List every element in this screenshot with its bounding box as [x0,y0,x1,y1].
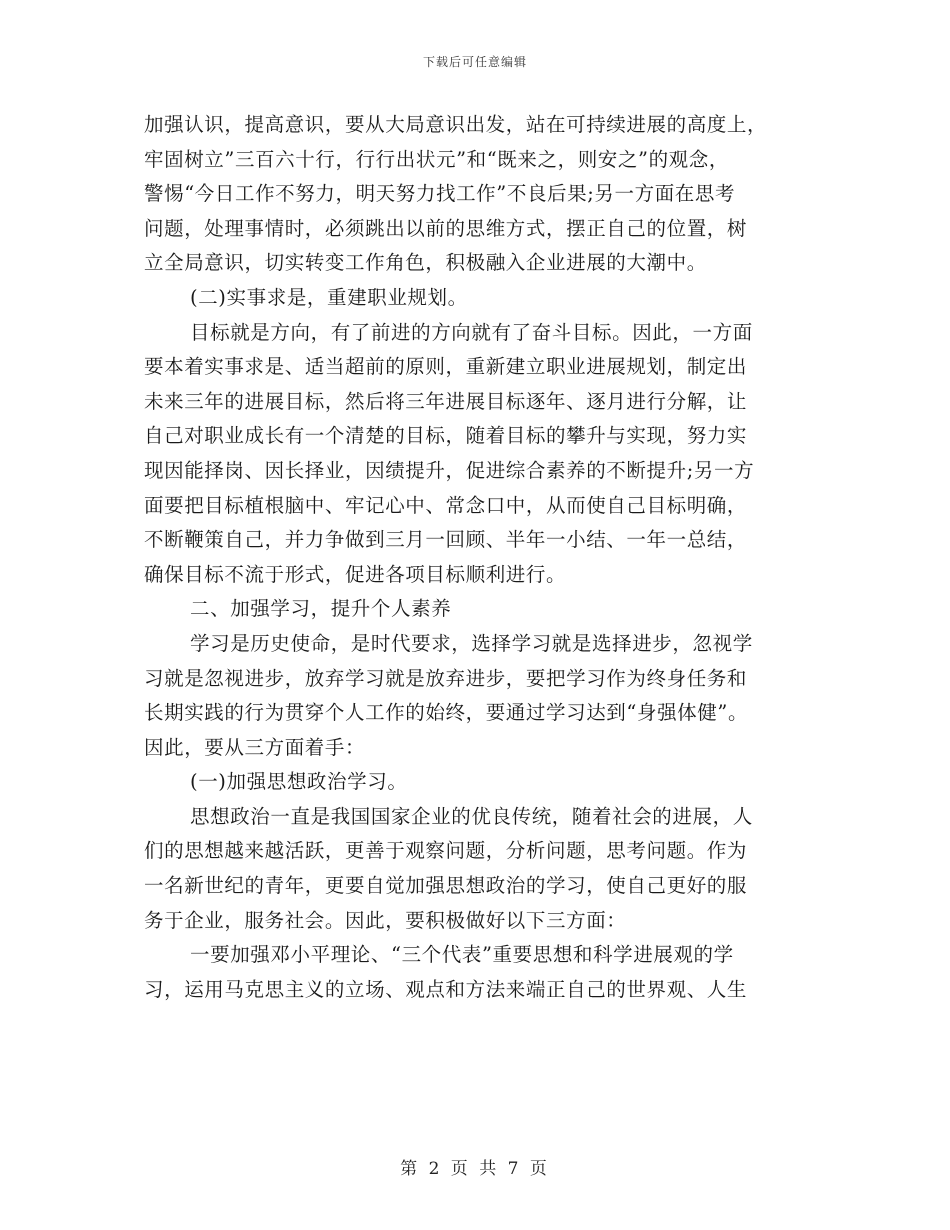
text-line: 不断鞭策自己，并力争做到三月一回顾、半年一小结、一年一总结， [144,528,748,552]
text-line: 习，运用马克思主义的立场、观点和方法来端正自己的世界观、人生 [144,977,748,1001]
document-body [144,108,814,1007]
text-line: 现因能择岗、因长择业，因绩提升，促进综合素养的不断提升;另一方 [144,458,755,482]
text-line: 未来三年的进展目标，然后将三年进展目标逐年、逐月进行分解，让 [144,389,748,413]
text-line: 思想政治一直是我国国家企业的优良传统，随着社会的进展，人 [190,804,753,828]
section-heading: (一)加强思想政治学习。 [190,770,408,794]
text-line: 学习是历史使命，是时代要求，选择学习就是选择进步，忽视学 [190,631,753,655]
section-heading: (二)实事求是，重建职业规划。 [190,285,468,309]
page-number-footer: 第 2 页 共 7 页 [400,1159,550,1179]
text-line: 要本着实事求是、适当超前的原则，重新建立职业进展规划，制定出 [144,355,748,379]
text-line: 确保目标不流于形式，促进各项目标顺利进行。 [144,562,567,586]
text-line: 一要加强邓小平理论、“三个代表”重要思想和科学进展观的学 [190,943,734,967]
text-line: 习就是忽视进步，放弃学习就是放弃进步，要把学习作为终身任务和 [144,666,748,690]
text-line: 问题，处理事情时，必须跳出以前的思维方式，摆正自己的位置，树 [144,216,748,240]
text-line: 务于企业，服务社会。因此，要积极做好以下三方面： [144,908,627,932]
text-line: 牢固树立”三百六十行，行行出状元”和“既来之，则安之”的观念， [144,147,729,171]
page-header-note: 下载后可任意编辑 [422,55,527,69]
text-line: 因此，要从三方面着手： [144,735,366,759]
text-line: 自己对职业成长有一个清楚的目标，随着目标的攀升与实现，努力实 [144,424,748,448]
text-line: 们的思想越来越活跃，更善于观察问题，分析问题，思考问题。作为 [144,839,748,863]
text-line: 警惕“今日工作不努力，明天努力找工作”不良后果;另一方面在思考 [144,182,736,206]
text-line: 面要把目标植根脑中、牢记心中、常念口中，从而使自己目标明确， [144,493,748,517]
text-line: 长期实践的行为贯穿个人工作的始终，要通过学习达到“身强体健”。 [144,701,749,725]
text-line: 目标就是方向，有了前进的方向就有了奋斗目标。因此，一方面 [190,320,753,344]
text-line: 一名新世纪的青年，更要自觉加强思想政治的学习，使自己更好的服 [144,874,748,898]
section-heading: 二、加强学习，提升个人素养 [190,597,452,621]
text-line: 立全局意识，切实转变工作角色，积极融入企业进展的大潮中。 [144,251,707,275]
text-line: 加强认识，提高意识，要从大局意识出发，站在可持续进展的高度上， [144,113,768,136]
